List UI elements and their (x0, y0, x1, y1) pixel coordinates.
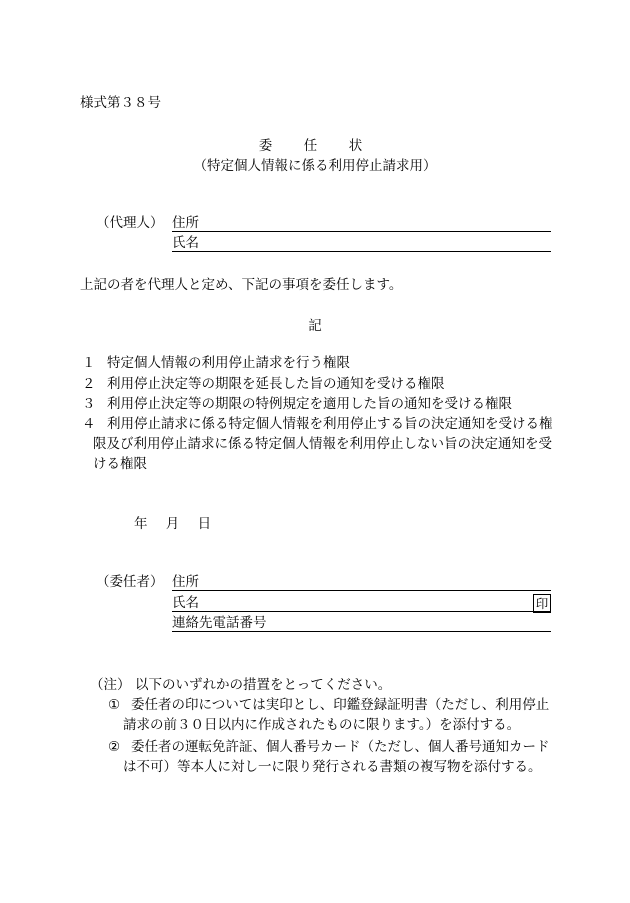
date-year: 年 (134, 516, 148, 532)
item-text: 利用停止請求に係る特定個人情報を利用停止する旨の決定通知を受ける権 (107, 416, 553, 432)
item-number: ２ (82, 376, 96, 392)
note-label: （注） (90, 677, 131, 693)
note-item-number: ② (108, 739, 121, 755)
date-month: 月 (165, 516, 180, 532)
principal-role-label: （委任者） (96, 574, 164, 590)
delegation-text: 上記の者を代理人と定め、下記の事項を委任します。 (80, 277, 403, 293)
form-number: 様式第３８号 (80, 95, 161, 111)
document-title: 委 任 状 (258, 138, 372, 154)
principal-address-line[interactable] (172, 590, 551, 591)
agent-role-label: （代理人） (96, 215, 164, 231)
agent-address-label: 住所 (172, 215, 199, 231)
principal-phone-label: 連絡先電話番号 (172, 615, 267, 631)
note-item-number: ① (108, 697, 121, 713)
note-item-text: 委任者の印については実印とし、印鑑登録証明書（ただし、利用停止 (131, 697, 550, 713)
item-number: ４ (82, 416, 96, 432)
principal-address-label: 住所 (172, 574, 199, 590)
item-text: 特定個人情報の利用停止請求を行う権限 (107, 355, 350, 371)
principal-name-line[interactable] (172, 611, 551, 612)
ki-heading: 記 (308, 318, 322, 334)
item-text: 利用停止決定等の期限を延長した旨の通知を受ける権限 (107, 376, 445, 392)
principal-name-label: 氏名 (172, 595, 199, 611)
document-subtitle: （特定個人情報に係る利用停止請求用） (193, 158, 437, 174)
note-item-text: 委任者の運転免許証、個人番号カード（ただし、個人番号通知カード (131, 739, 550, 755)
seal-box[interactable]: 印 (533, 594, 551, 613)
item-text: 限及び利用停止請求に係る特定個人情報を利用停止しない旨の決定通知を受 (93, 436, 552, 452)
item-number: ３ (82, 396, 96, 412)
note-item-text: 請求の前３０日以内に作成されたものに限ります。）を添付する。 (123, 717, 521, 733)
item-number: １ (82, 355, 96, 371)
date-line[interactable] (134, 518, 225, 532)
principal-phone-line[interactable] (172, 631, 551, 632)
item-text: 利用停止決定等の期限の特例規定を適用した旨の通知を受ける権限 (107, 396, 512, 412)
agent-address-line[interactable] (172, 231, 551, 232)
item-text: ける権限 (93, 456, 147, 472)
agent-name-line[interactable] (172, 251, 551, 252)
date-day: 日 (197, 516, 212, 532)
note-intro: 以下のいずれかの措置をとってください。 (135, 677, 392, 693)
note-item-text: は不可）等本人に対し一に限り発行される書類の複写物を添付する。 (123, 759, 542, 775)
agent-name-label: 氏名 (172, 235, 199, 251)
